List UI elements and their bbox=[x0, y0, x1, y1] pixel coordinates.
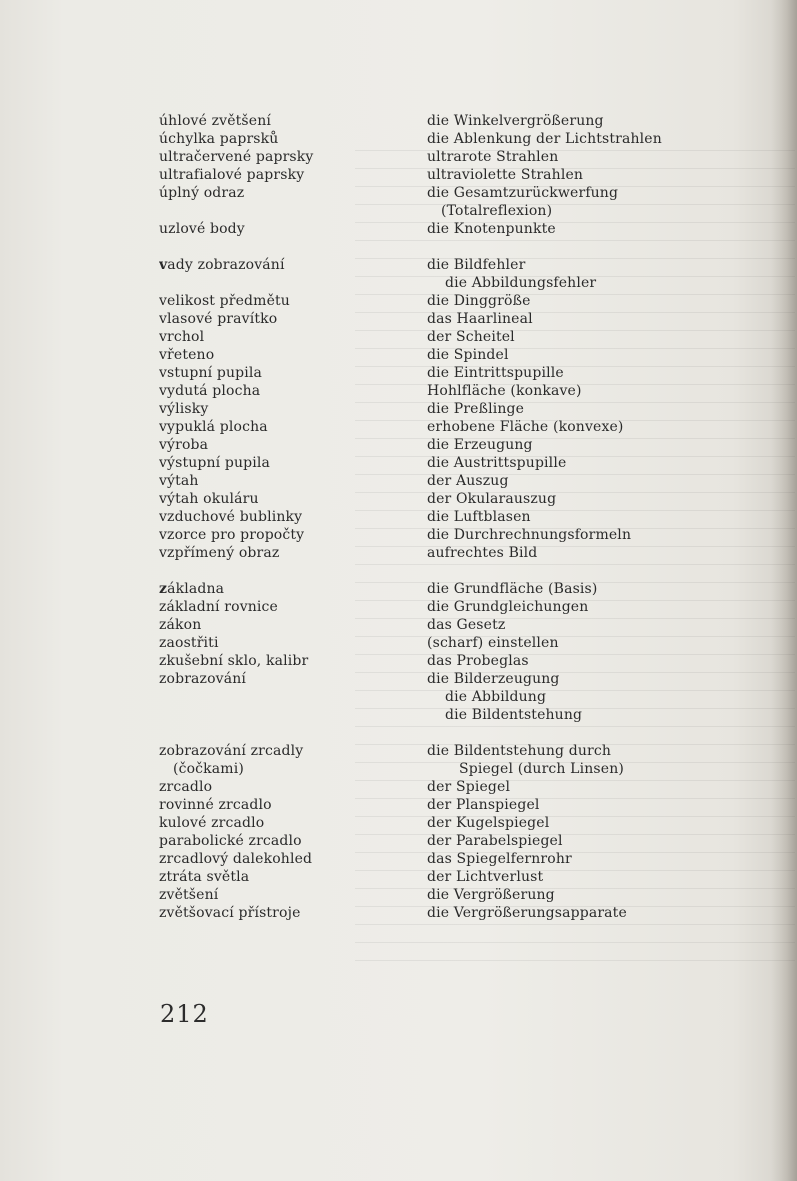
czech-term bbox=[159, 688, 427, 706]
czech-term: zvětšovací přístroje bbox=[159, 905, 301, 921]
czech-term bbox=[159, 706, 427, 724]
german-term: der Auszug bbox=[427, 473, 509, 489]
glossary-row bbox=[159, 634, 719, 652]
german-term: Spiegel (durch Linsen) bbox=[459, 761, 624, 777]
czech-term: (čočkami) bbox=[173, 761, 244, 777]
czech-term: vzorce pro propočty bbox=[159, 527, 305, 543]
glossary-row bbox=[159, 292, 719, 310]
glossary-row bbox=[159, 130, 719, 148]
german-term: aufrechtes Bild bbox=[427, 545, 538, 561]
czech-term bbox=[159, 238, 427, 256]
glossary-row bbox=[159, 904, 719, 922]
glossary-spacer bbox=[159, 562, 719, 580]
german-term: die Bildentstehung durch bbox=[427, 743, 611, 759]
glossary-row bbox=[159, 508, 719, 526]
glossary-row bbox=[159, 598, 719, 616]
glossary-row bbox=[159, 796, 719, 814]
glossary-row bbox=[159, 220, 719, 238]
german-term: der Scheitel bbox=[427, 329, 515, 345]
glossary-row bbox=[159, 112, 719, 130]
glossary-spacer bbox=[159, 724, 719, 742]
german-term: die Bilderzeugung bbox=[427, 671, 560, 687]
german-term: die Gesamtzurückwerfung bbox=[427, 185, 619, 201]
czech-term: zrcadlo bbox=[159, 779, 213, 795]
czech-term: základna bbox=[159, 581, 225, 597]
german-term: die Grundgleichungen bbox=[427, 599, 589, 615]
german-term: die Durchrechnungsformeln bbox=[427, 527, 632, 543]
czech-term: výstupní pupila bbox=[159, 455, 271, 471]
german-term: die Abbildung bbox=[445, 689, 547, 705]
german-term: das Spiegelfernrohr bbox=[427, 851, 572, 867]
german-term: der Kugelspiegel bbox=[427, 815, 550, 831]
czech-term: zobrazování bbox=[159, 671, 247, 687]
czech-term: zkušební sklo, kalibr bbox=[159, 653, 309, 669]
glossary-row bbox=[159, 418, 719, 436]
czech-term: ultrafialové paprsky bbox=[159, 167, 305, 183]
german-term: erhobene Fläche (konvexe) bbox=[427, 419, 624, 435]
czech-term bbox=[159, 724, 427, 742]
glossary-row bbox=[159, 454, 719, 472]
german-term: Hohlfläche (konkave) bbox=[427, 383, 582, 399]
german-term: der Spiegel bbox=[427, 779, 511, 795]
german-term bbox=[427, 238, 719, 256]
glossary-row bbox=[159, 346, 719, 364]
czech-term: úplný odraz bbox=[159, 185, 245, 201]
glossary-row bbox=[159, 364, 719, 382]
german-term: die Abbildungsfehler bbox=[445, 275, 597, 291]
german-term: der Parabelspiegel bbox=[427, 833, 563, 849]
czech-term: vady zobrazování bbox=[159, 257, 285, 273]
czech-term: vzduchové bublinky bbox=[159, 509, 303, 525]
german-term: das Probeglas bbox=[427, 653, 529, 669]
german-term: die Bildentstehung bbox=[445, 707, 583, 723]
glossary-row bbox=[159, 580, 719, 598]
glossary-row bbox=[159, 832, 719, 850]
czech-term: vypuklá plocha bbox=[159, 419, 268, 435]
czech-term bbox=[159, 274, 427, 292]
czech-term: výtah bbox=[159, 473, 199, 489]
czech-term: uzlové body bbox=[159, 221, 245, 237]
german-term: der Lichtverlust bbox=[427, 869, 544, 885]
glossary-row bbox=[159, 544, 719, 562]
glossary-row bbox=[159, 436, 719, 454]
glossary-row bbox=[159, 310, 719, 328]
glossary-row bbox=[159, 256, 719, 274]
czech-term: zvětšení bbox=[159, 887, 219, 903]
german-term: die Grundfläche (Basis) bbox=[427, 581, 598, 597]
czech-term: ultračervené paprsky bbox=[159, 149, 314, 165]
czech-term: zrcadlový dalekohled bbox=[159, 851, 313, 867]
czech-term: ztráta světla bbox=[159, 869, 250, 885]
czech-term: úhlové zvětšení bbox=[159, 113, 271, 129]
czech-term: kulové zrcadlo bbox=[159, 815, 265, 831]
german-term: die Eintrittspupille bbox=[427, 365, 564, 381]
glossary-row bbox=[159, 814, 719, 832]
czech-term: vřeteno bbox=[159, 347, 215, 363]
glossary-row bbox=[159, 184, 719, 202]
glossary-row bbox=[159, 850, 719, 868]
glossary-row bbox=[159, 688, 719, 706]
german-term: die Dinggröße bbox=[427, 293, 531, 309]
glossary-row bbox=[159, 652, 719, 670]
german-term: die Bildfehler bbox=[427, 257, 526, 273]
glossary-list bbox=[159, 112, 719, 922]
czech-term: základní rovnice bbox=[159, 599, 278, 615]
glossary-row bbox=[159, 490, 719, 508]
czech-term: výroba bbox=[159, 437, 209, 453]
german-term: (Totalreflexion) bbox=[441, 203, 553, 219]
page-number: 212 bbox=[160, 1000, 209, 1028]
glossary-row bbox=[159, 274, 719, 292]
german-term: die Ablenkung der Lichtstrahlen bbox=[427, 131, 662, 147]
glossary-row bbox=[159, 706, 719, 724]
german-term: die Vergrößerungsapparate bbox=[427, 905, 627, 921]
glossary-row bbox=[159, 760, 719, 778]
czech-term: výtah okuláru bbox=[159, 491, 259, 507]
glossary-row bbox=[159, 670, 719, 688]
glossary-row bbox=[159, 526, 719, 544]
german-term: die Erzeugung bbox=[427, 437, 533, 453]
glossary-row bbox=[159, 166, 719, 184]
czech-term: velikost předmětu bbox=[159, 293, 290, 309]
german-term: die Austrittspupille bbox=[427, 455, 567, 471]
czech-term bbox=[159, 562, 427, 580]
czech-term: vstupní pupila bbox=[159, 365, 262, 381]
czech-term: zobrazování zrcadly bbox=[159, 743, 304, 759]
czech-term: úchylka paprsků bbox=[159, 131, 279, 147]
german-term: das Haarlineal bbox=[427, 311, 533, 327]
czech-term: parabolické zrcadlo bbox=[159, 833, 302, 849]
czech-term bbox=[159, 202, 427, 220]
page-spine-shadow bbox=[771, 0, 797, 1181]
german-term: die Luftblasen bbox=[427, 509, 531, 525]
german-term bbox=[427, 724, 719, 742]
german-term bbox=[427, 562, 719, 580]
german-term: (scharf) einstellen bbox=[427, 635, 559, 651]
czech-term: vrchol bbox=[159, 329, 205, 345]
czech-term: výlisky bbox=[159, 401, 209, 417]
glossary-row bbox=[159, 328, 719, 346]
glossary-row bbox=[159, 742, 719, 760]
czech-term: vydutá plocha bbox=[159, 383, 261, 399]
glossary-row bbox=[159, 202, 719, 220]
german-term: die Preßlinge bbox=[427, 401, 525, 417]
german-term: der Okularauszug bbox=[427, 491, 557, 507]
german-term: ultraviolette Strahlen bbox=[427, 167, 584, 183]
glossary-row bbox=[159, 886, 719, 904]
german-term: die Knotenpunkte bbox=[427, 221, 556, 237]
german-term: die Winkelvergrößerung bbox=[427, 113, 604, 129]
glossary-row bbox=[159, 778, 719, 796]
german-term: die Vergrößerung bbox=[427, 887, 555, 903]
czech-term: vlasové pravítko bbox=[159, 311, 278, 327]
glossary-row bbox=[159, 616, 719, 634]
german-term: die Spindel bbox=[427, 347, 509, 363]
glossary-row bbox=[159, 472, 719, 490]
glossary-row bbox=[159, 382, 719, 400]
czech-term: rovinné zrcadlo bbox=[159, 797, 272, 813]
glossary-spacer bbox=[159, 238, 719, 256]
glossary-row bbox=[159, 400, 719, 418]
german-term: ultrarote Strahlen bbox=[427, 149, 559, 165]
czech-term: vzpřímený obraz bbox=[159, 545, 280, 561]
glossary-row bbox=[159, 868, 719, 886]
german-term: der Planspiegel bbox=[427, 797, 540, 813]
czech-term: zaostřiti bbox=[159, 635, 219, 651]
czech-term: zákon bbox=[159, 617, 202, 633]
german-term: das Gesetz bbox=[427, 617, 506, 633]
glossary-row bbox=[159, 148, 719, 166]
